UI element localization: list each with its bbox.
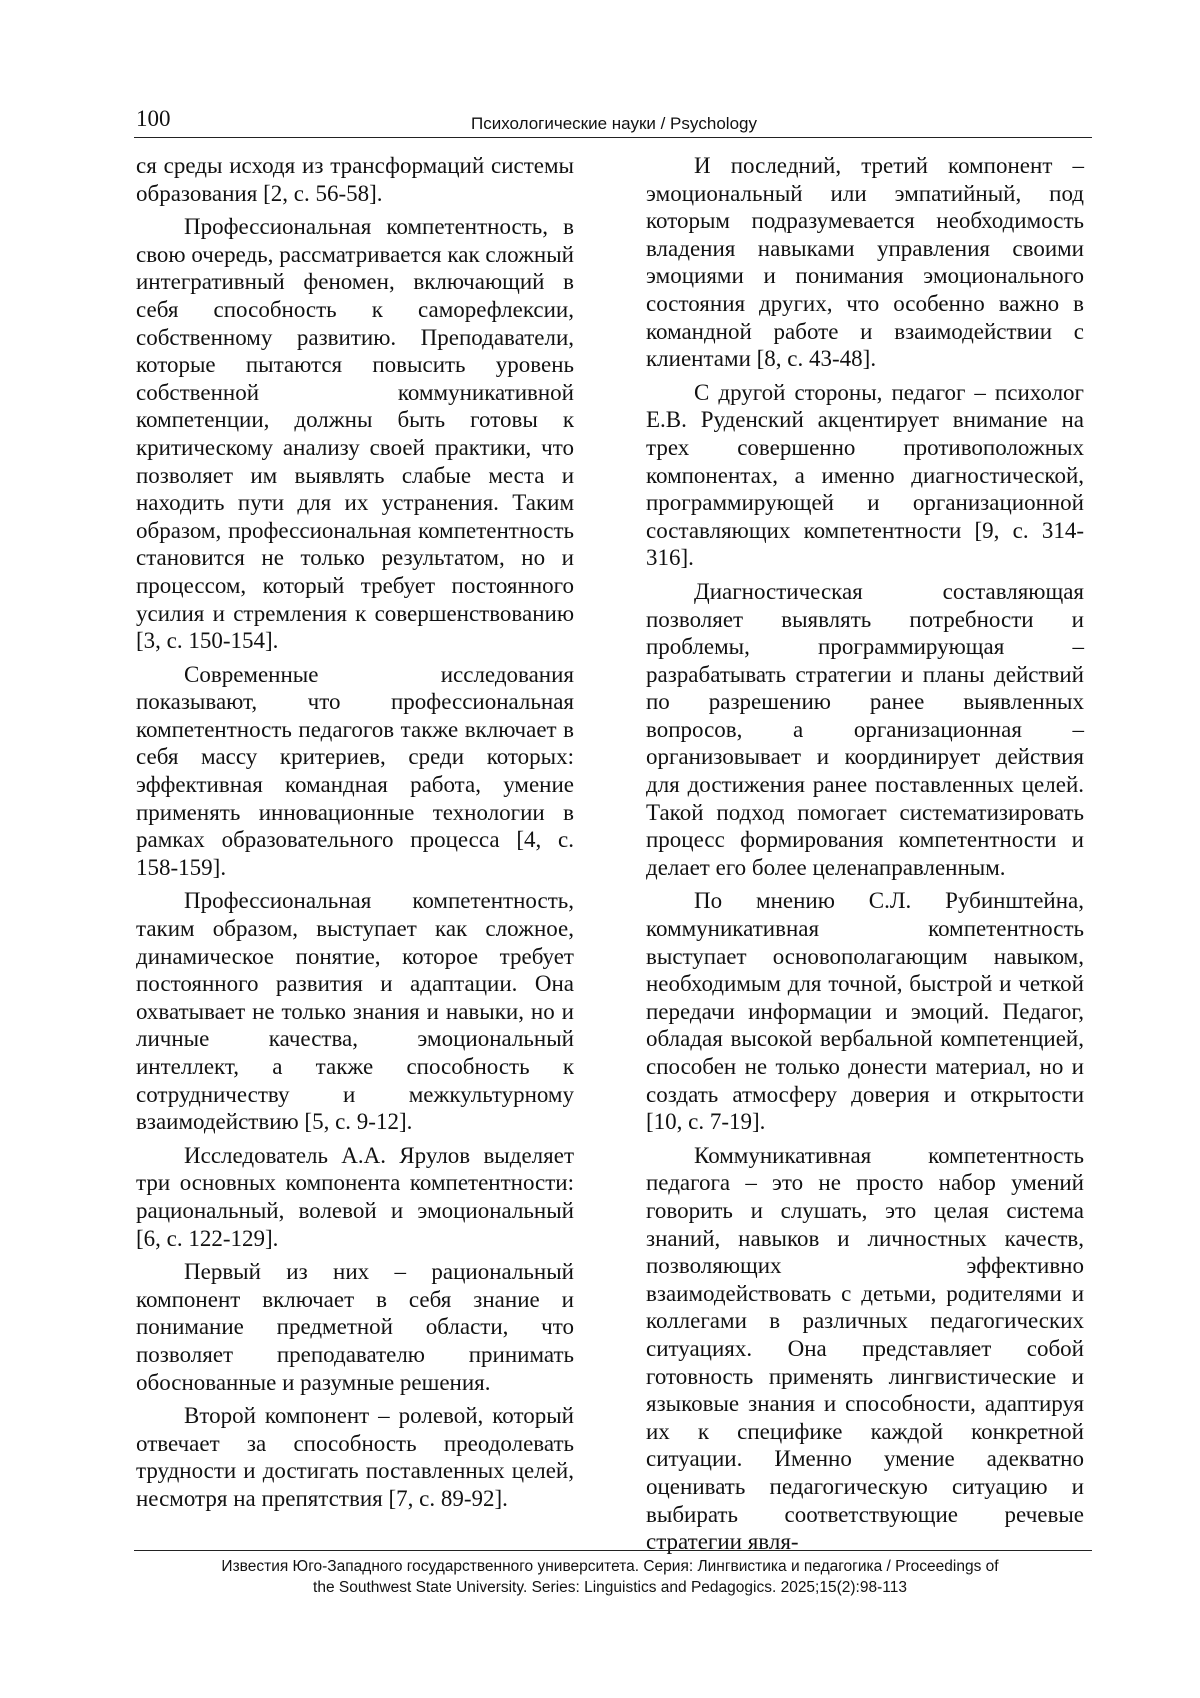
- footer-line-1: Известия Юго-Западного государственного университета. Серия: Лингвистика и педагогика / Proceedings of: [221, 1558, 999, 1575]
- paragraph: Первый из них – рациональный компонент включает в себя знание и понимание предметной области, что позволяет преподавателю принимать обоснованные и разумные решения.: [136, 1259, 574, 1395]
- paragraph: Коммуникативная компетентность педагога – это не просто набор умений говорить и слушать, это целая система знаний, навыков и личностных качеств, позволяющих эффективно взаимодействовать с детьми, родителями и коллегами в различных педагогических ситуациях. Она представляет собой готовность применять лингвистические и языковые знания и способности, адаптируя их к специфике каждой конкретной ситуации. Именно умение адекватно оценивать педагогическую ситуацию и выбирать соответствующие речевые стратегии явля-: [646, 1142, 1084, 1555]
- header-rule: [134, 137, 1092, 138]
- paragraph: И последний, третий компонент – эмоциональный или эмпатийный, под которым подразумевается необходимость владения навыками управления своими эмоциями и понимания эмоционального состояния других, что особенно важно в командной работе и взаимодействии с клиентами [8, с. 43-48].: [646, 153, 1084, 372]
- paragraph: ся среды исходя из трансформаций системы образования [2, с. 56-58].: [136, 153, 574, 206]
- footer-line-2: the Southwest State University. Series: Linguistics and Pedagogics. 2025;15(2):98-113: [313, 1579, 907, 1596]
- page-number: 100: [136, 106, 171, 131]
- paragraph: Профессиональная компетентность, в свою очередь, рассматривается как сложный интегративный феномен, включающий в себя способность к саморефлексии, собственному развитию. Преподаватели, которые пытаются повысить уровень собственной коммуникативной компетенции, должны быть готовы к критическому анализу своей практики, что позволяет им выявлять слабые места и находить пути для их устранения. Таким образом, профессиональная компетентность становится не только результатом, но и процессом, который требует постоянного усилия и стремления к совершенствованию [3, с. 150-154].: [136, 214, 574, 654]
- footer-rule: [134, 1550, 1092, 1551]
- paragraph: Современные исследования показывают, что профессиональная компетентность педагогов также включает в себя массу критериев, среди которых: эффективная командная работа, умение применять инновационные технологии в рамках образовательного процесса [4, с. 158-159].: [136, 661, 574, 880]
- paragraph: Второй компонент – ролевой, который отвечает за способность преодолевать трудности и достигать поставленных целей, несмотря на препятствия [7, с. 89-92].: [136, 1403, 574, 1511]
- right-column: [646, 152, 1084, 1562]
- paragraph: С другой стороны, педагог – психолог Е.В. Руденский акцентирует внимание на трех совершенно противоположных компонентах, а именно диагностической, программирующей и организационной составляющих компетентности [9, с. 314-316].: [646, 379, 1084, 571]
- paragraph: По мнению С.Л. Рубинштейна, коммуникативная компетентность выступает основополагающим навыком, необходимым для точной, быстрой и четкой передачи информации и эмоций. Педагог, обладая высокой вербальной компетенцией, способен не только донести материал, но и создать атмосферу доверия и открытости [10, с. 7-19].: [646, 888, 1084, 1135]
- running-title: Психологические науки / Psychology: [471, 114, 757, 133]
- paragraph: Профессиональная компетентность, таким образом, выступает как сложное, динамическое понятие, которое требует постоянного развития и адаптации. Она охватывает не только знания и навыки, но и личные качества, эмоциональный интеллект, а также способность к сотрудничеству и межкультурному взаимодействию [5, с. 9-12].: [136, 888, 574, 1135]
- left-column: [136, 152, 574, 1519]
- paragraph: Исследователь А.А. Ярулов выделяет три основных компонента компетентности: рациональный, волевой и эмоциональный [6, с. 122-129].: [136, 1142, 574, 1251]
- journal-footer: [150, 1556, 1070, 1598]
- paragraph: Диагностическая составляющая позволяет выявлять потребности и проблемы, программирующая – разрабатывать стратегии и планы действий по разрешению ранее выявленных вопросов, а организационная – организовывает и координирует действия для достижения ранее поставленных целей. Такой подход помогает систематизировать процесс формирования компетентности и делает его более целенаправленным.: [646, 578, 1084, 880]
